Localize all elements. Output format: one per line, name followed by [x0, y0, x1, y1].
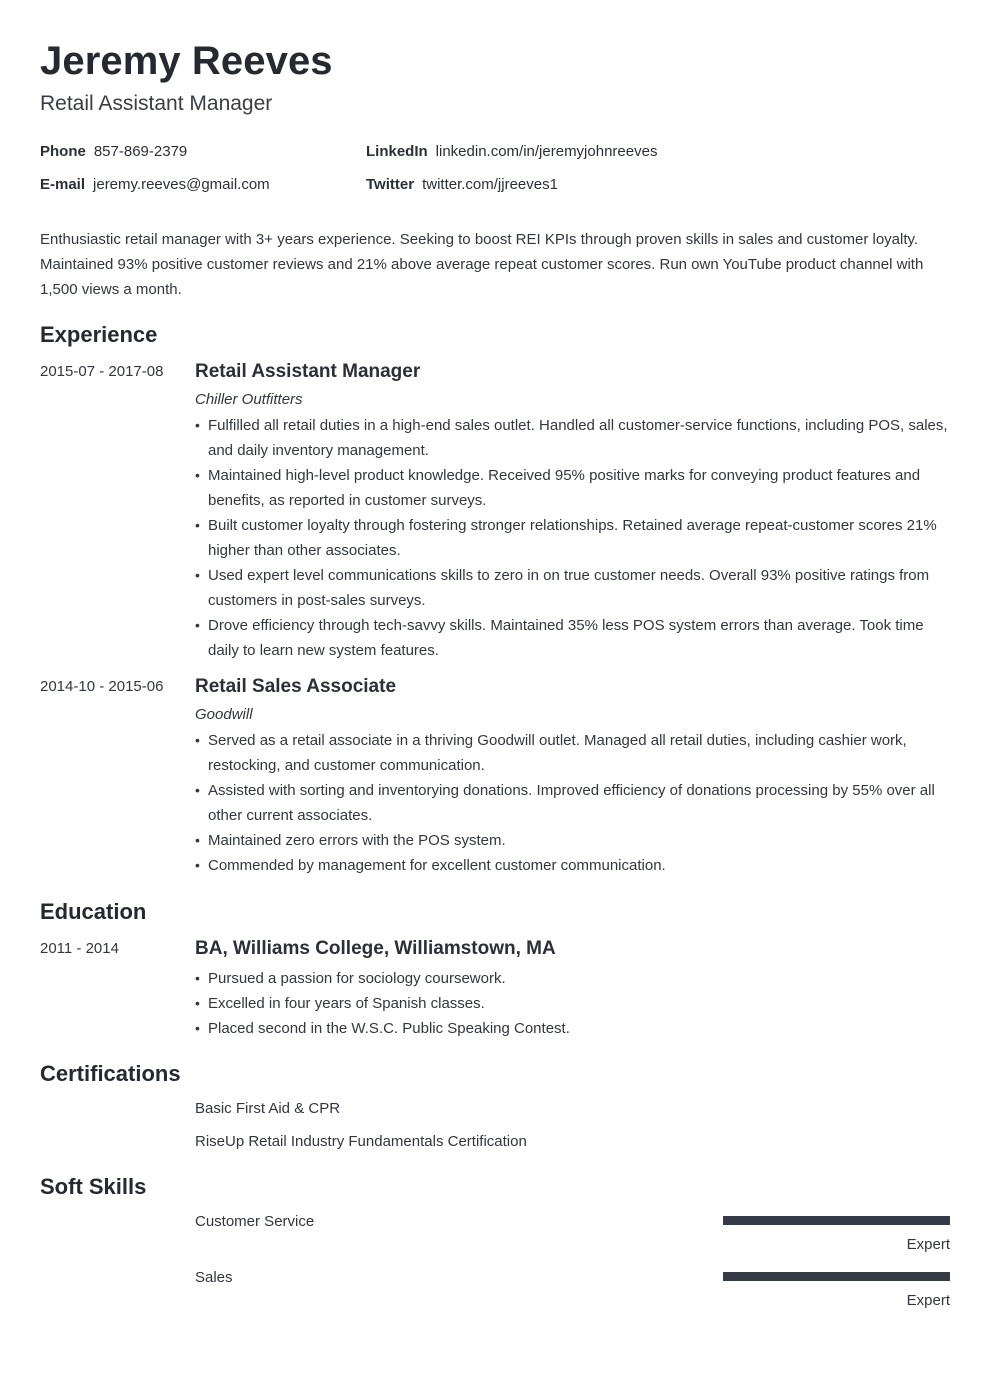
- education-dates: 2011 - 2014: [40, 940, 119, 957]
- skill-level-bar: [723, 1216, 950, 1225]
- job-title: Retail Sales Associate: [195, 676, 397, 697]
- profile-summary: Enthusiastic retail manager with 3+ years experience. Seeking to boost REI KPIs through proven skills in sales and customer loyalty. Maintained 93% positive customer reviews and 21% above average repeat customer scores. Run own YouTube product channel with 1,500 views a month.: [40, 231, 924, 298]
- education-bullets: [195, 966, 950, 1041]
- list-item: • Used expert level communications skills to zero in on true customer needs. Overall 93% positive ratings from customers in post-sales surveys.: [195, 563, 950, 613]
- education-heading: Education: [40, 899, 147, 924]
- contact-email-label: E-mail: [40, 176, 86, 193]
- list-item: • Maintained high-level product knowledge. Received 95% positive marks for conveying product features and benefits, as reported in customer surveys.: [195, 463, 950, 513]
- job-details: [195, 362, 950, 663]
- education-details: [195, 939, 950, 1041]
- list-item: • Commended by management for excellent customer communication.: [195, 853, 950, 878]
- skill-level-label: Expert: [906, 1292, 950, 1309]
- skill-row: [195, 1268, 950, 1318]
- list-item: • Drove efficiency through tech-savvy skills. Maintained 35% less POS system errors than average. Took time daily to learn new system features.: [195, 613, 950, 663]
- list-item: • Excelled in four years of Spanish classes.: [195, 991, 950, 1016]
- contact-linkedin-value: linkedin.com/in/jeremyjohnreeves: [435, 143, 658, 160]
- skill-name: Sales: [195, 1269, 233, 1286]
- contact-twitter-label: Twitter: [366, 176, 415, 193]
- contact-phone-label: Phone: [40, 143, 86, 160]
- contact-linkedin-label: LinkedIn: [366, 143, 428, 160]
- job-bullets: [195, 413, 950, 663]
- soft-skills-heading: Soft Skills: [40, 1174, 147, 1199]
- skill-name: Customer Service: [195, 1213, 315, 1230]
- job-company: Chiller Outfitters: [195, 391, 303, 408]
- skill-level-fill: [723, 1272, 950, 1281]
- certifications-heading: Certifications: [40, 1061, 181, 1086]
- list-item: • Fulfilled all retail duties in a high-end sales outlet. Handled all customer-service functions, including POS, sales, and daily inventory management.: [195, 413, 950, 463]
- job-dates: 2015-07 - 2017-08: [40, 363, 164, 380]
- job-title: Retail Assistant Manager: [195, 361, 421, 382]
- certification-item: Basic First Aid & CPR: [195, 1100, 341, 1117]
- list-item: • Maintained zero errors with the POS system.: [195, 828, 950, 853]
- contact-twitter: [366, 176, 558, 194]
- job-bullets: [195, 728, 950, 878]
- candidate-role: Retail Assistant Manager: [40, 92, 273, 115]
- job-details: [195, 677, 950, 878]
- certification-item: RiseUp Retail Industry Fundamentals Certification: [195, 1133, 527, 1150]
- contact-linkedin: [366, 143, 657, 161]
- contact-email: [40, 176, 270, 194]
- candidate-name: Jeremy Reeves: [40, 39, 333, 83]
- skill-level-label: Expert: [906, 1236, 950, 1253]
- contact-phone: [40, 143, 187, 161]
- job-company: Goodwill: [195, 706, 253, 723]
- list-item: • Built customer loyalty through fostering stronger relationships. Retained average repeat-customer scores 21% higher than other associates.: [195, 513, 950, 563]
- job-dates: 2014-10 - 2015-06: [40, 678, 164, 695]
- list-item: • Placed second in the W.S.C. Public Speaking Contest.: [195, 1016, 950, 1041]
- contact-phone-value: 857-869-2379: [93, 143, 188, 160]
- contact-email-value: jeremy.reeves@gmail.com: [93, 176, 270, 193]
- skill-level-bar: [723, 1272, 950, 1281]
- contact-twitter-value: twitter.com/jjreeves1: [422, 176, 558, 193]
- list-item: • Assisted with sorting and inventorying donations. Improved efficiency of donations processing by 55% over all other current associates.: [195, 778, 950, 828]
- experience-heading: Experience: [40, 322, 158, 347]
- skill-row: [195, 1212, 950, 1262]
- education-degree: BA, Williams College, Williamstown, MA: [195, 938, 556, 959]
- list-item: • Pursued a passion for sociology coursework.: [195, 966, 950, 991]
- skill-level-fill: [723, 1216, 950, 1225]
- list-item: • Served as a retail associate in a thriving Goodwill outlet. Managed all retail duties, including cashier work, restocking, and customer communication.: [195, 728, 950, 778]
